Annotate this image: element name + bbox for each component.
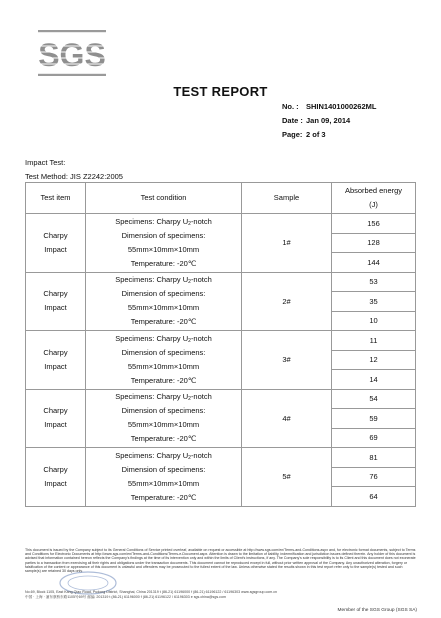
specimen-prefix: Specimens: Charpy U — [115, 333, 189, 343]
test-condition-cell — [86, 214, 242, 273]
specimen-type — [86, 390, 241, 404]
specimen-suffix: -notch — [190, 392, 212, 402]
dimension-label: Dimension of specimens: — [121, 406, 206, 416]
specimen-prefix: Specimens: Charpy U — [115, 392, 189, 402]
sample-cell: 3# — [242, 331, 332, 390]
absorbed-energy-value: 81 — [332, 448, 416, 468]
test-method: Test Method: JIS Z2242:2005 — [25, 172, 123, 181]
specimen-type — [86, 215, 241, 229]
table-row — [26, 272, 416, 292]
absorbed-energy-value: 69 — [332, 428, 416, 448]
specimen-size: 55mm×10mm×10mm — [127, 420, 200, 430]
item-line-2: Impact — [44, 420, 67, 430]
sample-cell: 2# — [242, 272, 332, 331]
report-date-label: Date : — [282, 116, 303, 125]
item-line-2: Impact — [44, 244, 67, 254]
item-line-1: Charpy — [43, 406, 68, 416]
sgs-logo — [38, 30, 106, 76]
absorbed-energy-value: 12 — [332, 350, 416, 370]
specimen-subscript: 2 — [188, 396, 191, 403]
header-energy-unit: (J) — [369, 200, 378, 209]
specimen-suffix: -notch — [190, 216, 212, 226]
test-temperature: Temperature: -20℃ — [130, 434, 197, 444]
specimen-size: 55mm×10mm×10mm — [127, 361, 200, 371]
table-row — [26, 214, 416, 234]
table-header-row — [26, 183, 416, 214]
absorbed-energy-value: 156 — [332, 214, 416, 234]
report-date: Jan 09, 2014 — [306, 116, 351, 125]
test-temperature: Temperature: -20℃ — [130, 375, 197, 385]
item-line-2: Impact — [44, 361, 67, 371]
header-test-condition: Test condition — [86, 183, 242, 214]
dimension-label: Dimension of specimens: — [121, 464, 206, 474]
absorbed-energy-value: 14 — [332, 370, 416, 390]
header-absorbed-energy — [332, 183, 416, 214]
item-line-1: Charpy — [43, 464, 68, 474]
sample-cell: 5# — [242, 448, 332, 507]
specimen-type — [86, 449, 241, 463]
specimen-size: 55mm×10mm×10mm — [127, 478, 200, 488]
test-condition-cell — [86, 272, 242, 331]
item-line-1: Charpy — [43, 230, 68, 240]
test-temperature: Temperature: -20℃ — [130, 492, 197, 502]
item-line-1: Charpy — [43, 347, 68, 357]
sample-cell: 4# — [242, 389, 332, 448]
impact-test-heading: Impact Test: — [25, 158, 66, 167]
absorbed-energy-value: 10 — [332, 311, 416, 331]
results-table — [25, 182, 416, 507]
specimen-subscript: 2 — [188, 337, 191, 344]
address-chinese: 中国 · 上海 · 浦东康桥东路1105号69号 邮编: 201319 t (86-21) 61196000 f (86-21) 61196122 / 61196303 e sgs.china@sgs.com — [25, 594, 226, 599]
specimen-suffix: -notch — [190, 450, 212, 460]
dimension-label: Dimension of specimens: — [121, 347, 206, 357]
footer-address — [25, 590, 417, 599]
page-number: 2 of 3 — [306, 130, 326, 139]
header-test-item: Test item — [26, 183, 86, 214]
specimen-prefix: Specimens: Charpy U — [115, 450, 189, 460]
test-condition-cell — [86, 331, 242, 390]
footer-disclaimer: This document is issued by the Company subject to its General Conditions of Service printed overleaf, available on request or accessible at http://www.sgs.com/en/Terms-and-Conditions.aspx and, for electronic format documents, subject to Terms and Conditions for Electronic Documents at http://www.sgs.com/en/Terms-and-Conditions/Terms-e-Document.aspx. Attention is drawn to the limitation of liability, indemnification and jurisdiction issues defined therein. Any holder of this document is advised that information contained hereon reflects the Company's findings at the time of its intervention only and within the limits of Client's instructions, if any. The Company's sole responsibility is to its Client and this document does not exonerate parties to a transaction from exercising all their rights and obligations under the transaction documents. This document cannot be reproduced except in full, without prior written approval of the Company. Any unauthorized alteration, forgery or falsification of the content or appearance of this document is unlawful and offenders may be prosecuted to the fullest extent of the law. Unless otherwise stated the results shown in this test report refer only to the sample(s) tested and such sample(s) are retained 30 days only. — [25, 548, 416, 574]
page-label: Page: — [282, 130, 303, 139]
address-english: No.69, Block 1105, East Kang Qiao Road, Pudong District, Shanghai, China 201319 t (86-21) 61196000 f (86-21) 61196122 / 61196303 www.sgsgroup.com.cn — [25, 590, 278, 594]
dimension-label: Dimension of specimens: — [121, 289, 206, 299]
absorbed-energy-value: 64 — [332, 487, 416, 507]
header-sample: Sample — [242, 183, 332, 214]
test-item-cell — [26, 272, 86, 331]
report-title: TEST REPORT — [173, 84, 268, 99]
specimen-suffix: -notch — [190, 275, 212, 285]
table-row — [26, 448, 416, 468]
specimen-type — [86, 332, 241, 346]
item-line-2: Impact — [44, 303, 67, 313]
member-of-sgs: Member of the SGS Group (SGS SA) — [337, 608, 417, 613]
test-item-cell — [26, 448, 86, 507]
specimen-prefix: Specimens: Charpy U — [115, 216, 189, 226]
test-item-cell — [26, 214, 86, 273]
absorbed-energy-value: 128 — [332, 233, 416, 253]
absorbed-energy-value: 35 — [332, 292, 416, 312]
report-number-label: No. : — [282, 102, 299, 111]
specimen-type — [86, 273, 241, 287]
specimen-suffix: -notch — [190, 333, 212, 343]
specimen-subscript: 2 — [188, 279, 191, 286]
absorbed-energy-value: 53 — [332, 272, 416, 292]
test-temperature: Temperature: -20℃ — [130, 258, 197, 268]
svg-text:SGS: SGS — [38, 37, 106, 73]
test-temperature: Temperature: -20℃ — [130, 317, 197, 327]
item-line-1: Charpy — [43, 289, 68, 299]
table-row — [26, 331, 416, 351]
report-number: SHIN1401000262ML — [306, 102, 377, 111]
absorbed-energy-value: 76 — [332, 467, 416, 487]
specimen-subscript: 2 — [188, 220, 191, 227]
absorbed-energy-value: 11 — [332, 331, 416, 351]
item-line-2: Impact — [44, 478, 67, 488]
specimen-prefix: Specimens: Charpy U — [115, 275, 189, 285]
dimension-label: Dimension of specimens: — [121, 230, 206, 240]
table-row — [26, 389, 416, 409]
test-condition-cell — [86, 389, 242, 448]
test-condition-cell — [86, 448, 242, 507]
test-item-cell — [26, 331, 86, 390]
specimen-size: 55mm×10mm×10mm — [127, 303, 200, 313]
absorbed-energy-value: 144 — [332, 253, 416, 273]
test-item-cell — [26, 389, 86, 448]
absorbed-energy-value: 59 — [332, 409, 416, 429]
specimen-subscript: 2 — [188, 454, 191, 461]
report-meta — [282, 100, 376, 142]
specimen-size: 55mm×10mm×10mm — [127, 244, 200, 254]
absorbed-energy-value: 54 — [332, 389, 416, 409]
header-energy-label: Absorbed energy — [344, 186, 403, 195]
sample-cell: 1# — [242, 214, 332, 273]
